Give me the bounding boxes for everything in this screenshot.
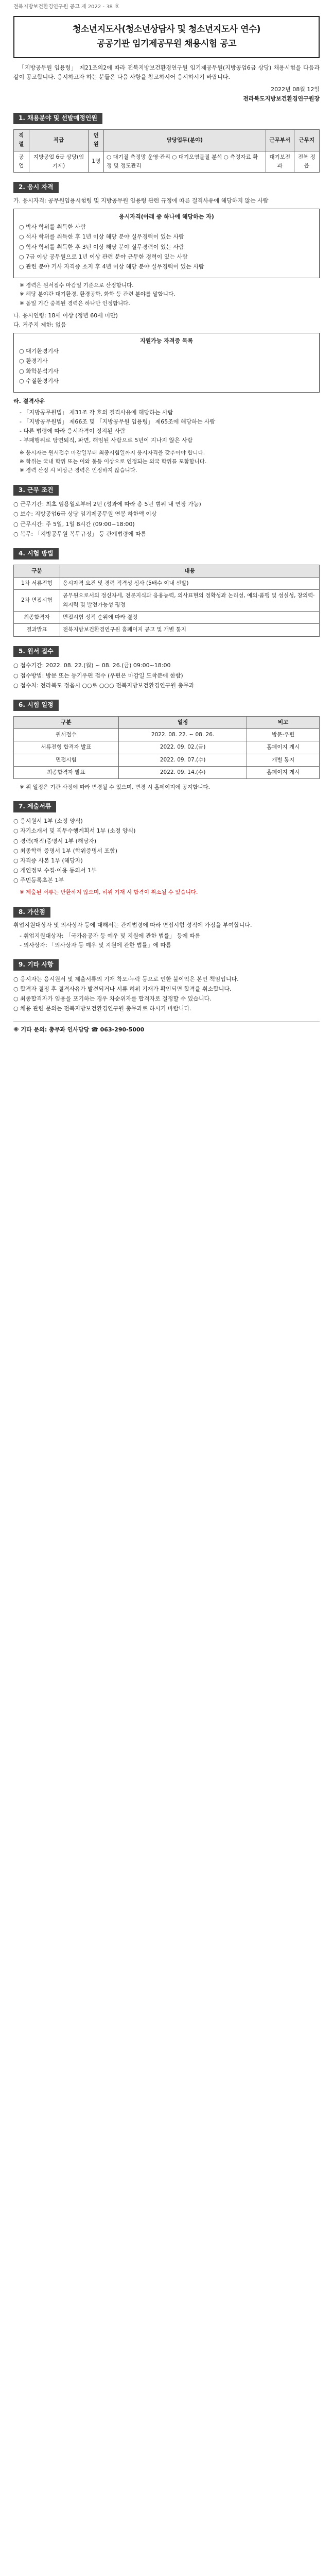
table-cell: 1명 [89, 151, 104, 173]
list-item: ○ 접수기간: 2022. 08. 22.(월) ~ 08. 26.(금) 09:00~18:00 [13, 661, 320, 670]
note-item: ※ 제출된 서류는 반환하지 않으며, 허위 기재 시 합격이 취소될 수 있습니다. [20, 888, 320, 897]
section-title: 3. 근무 조건 [13, 485, 59, 496]
section-documents [13, 801, 320, 897]
table-header: 비고 [247, 716, 320, 728]
table-cell: 결과발표 [14, 624, 60, 636]
table-header: 구분 [14, 716, 119, 728]
table-row [14, 728, 320, 741]
table-cell: 면접시험 성적 순위에 따라 결정 [60, 611, 320, 623]
table-cell: 홈페이지 게시 [247, 766, 320, 778]
section-title: 5. 원서 접수 [13, 646, 59, 657]
list-item: ○ 주민등록초본 1부 [13, 876, 320, 885]
note-item: ※ 학위는 국내 학위 또는 이와 동등 이상으로 인정되는 외국 학위를 포함합니다. [20, 457, 320, 466]
title-line-2: 공공기관 임기제공무원 채용시험 공고 [96, 38, 236, 49]
eligibility-general: 가. 응시자격: 공무원임용시험령 및 지방공무원 임용령 관련 규정에 따른 결격사유에 해당하지 않는 사람 [13, 197, 269, 204]
table-header: 근무지 [294, 129, 319, 151]
section-title: 2. 응시 자격 [13, 182, 59, 193]
list-item: - 부패행위로 당연퇴직, 파면, 해임된 사람으로 5년이 지나지 않은 사람 [20, 436, 320, 445]
list-item: ○ 응시자는 응시원서 및 제출서류의 기재 착오·누락 등으로 인한 불이익은 본인 책임입니다. [13, 975, 320, 984]
section-bonus-points [13, 907, 320, 950]
bonus-text: 취업지원대상자 및 의사상자 등에 대해서는 관계법령에 따라 면접시험 성적에 가점을 부여합니다. [13, 922, 252, 929]
list-item: ○ 응시원서 1부 (소정 양식) [13, 817, 320, 826]
section-title: 7. 제출서류 [13, 801, 56, 812]
table-cell: 지방공업 6급 상당(임기제) [29, 151, 89, 173]
age-requirement: 나. 응시연령: 18세 이상 (정년 60세 미만) [13, 312, 118, 319]
list-item: ○ 복무: 「지방공무원 복무규정」 등 관계법령에 따름 [13, 530, 320, 539]
table-cell: 2차 면접시험 [14, 590, 60, 612]
section-title: 8. 가산점 [13, 907, 50, 918]
table-cell: 응시자격 요건 및 경력 적격성 심사 (5배수 이내 선발) [60, 578, 320, 590]
list-item: - 「지방공무원법」 제66조 및 「지방공무원 임용령」 제65조에 해당하는 사람 [20, 417, 320, 427]
disqualification-heading: 라. 결격사유 [13, 397, 45, 404]
title-line-1: 청소년지도사(청소년상담사 및 청소년지도사 연수) [72, 24, 261, 35]
section-title: 9. 기타 사항 [13, 959, 59, 971]
box-title: 응시자격(아래 중 하나에 해당하는 자) [119, 213, 214, 221]
list-item: ○ 석사 학위를 취득한 후 1년 이상 해당 분야 실무경력이 있는 사람 [19, 232, 314, 242]
section-title: 6. 시험 일정 [13, 700, 59, 711]
section-title: 4. 시험 방법 [13, 548, 59, 560]
list-item: - 의사상자: 「의사상자 등 예우 및 지원에 관한 법률」에 따름 [20, 941, 320, 950]
list-item: ○ 최종학력 증명서 1부 (학위증명서 포함) [13, 846, 320, 856]
contact-info: ※ 기타 문의: 총무과 인사담당 ☎ 063-290-5000 [13, 1022, 320, 1035]
intro-paragraph: 「지방공무원 임용령」 제21조의2에 따라 전북지방보건환경연구원 임기제공무원(지방공업6급 상당) 채용시험을 다음과 같이 공고합니다. 응시하고자 하는 분들은 다음 사항을 참고하시어 응시하시기 바랍니다. [13, 64, 320, 80]
table-row [14, 741, 320, 754]
table-row [14, 611, 320, 623]
list-item: ○ 개인정보 수집·이용 동의서 1부 [13, 866, 320, 875]
table-row [14, 151, 320, 173]
table-row [14, 578, 320, 590]
list-item: ○ 관련 분야 기사 자격증 소지 후 4년 이상 해당 분야 실무경력이 있는 사람 [19, 262, 314, 272]
table-row [14, 766, 320, 778]
list-item: - 취업지원대상자: 「국가유공자 등 예우 및 지원에 관한 법률」 등에 따름 [20, 931, 320, 941]
list-item: ○ 화학분석기사 [19, 367, 314, 376]
table-cell: 최종합격자 발표 [14, 766, 119, 778]
box-title: 지원가능 자격증 목록 [139, 337, 194, 345]
section-exam-method [13, 548, 320, 637]
list-item: ○ 최종합격자가 임용을 포기하는 경우 차순위자를 합격자로 결정할 수 있습니다. [13, 994, 320, 1004]
section-schedule [13, 700, 320, 792]
table-cell: 2022. 09. 02.(금) [118, 741, 247, 754]
list-item: ○ 환경기사 [19, 357, 314, 366]
eligibility-box [13, 209, 320, 278]
list-item: ○ 7급 이상 공무원으로 1년 이상 관련 분야 근무한 경력이 있는 사람 [19, 252, 314, 262]
table-cell: 전북지방보건환경연구원 홈페이지 공고 및 개별 통지 [60, 624, 320, 636]
table-cell: 공업 [14, 151, 29, 173]
table-cell: 원서접수 [14, 728, 119, 741]
note-item: ※ 경력 산정 시 비상근 경력은 인정하지 않습니다. [20, 466, 320, 475]
table-header: 담당업무(분야) [104, 129, 266, 151]
table-row [14, 624, 320, 636]
list-item: ○ 근무기간: 최초 임용일로부터 2년 (성과에 따라 총 5년 범위 내 연장 가능) [13, 500, 320, 509]
list-item: ○ 자기소개서 및 직무수행계획서 1부 (소정 양식) [13, 826, 320, 836]
table-cell: 방문·우편 [247, 728, 320, 741]
section-application [13, 646, 320, 690]
list-item: ○ 자격증 사본 1부 (해당자) [13, 856, 320, 866]
exam-method-table [13, 565, 320, 637]
table-cell: 홈페이지 게시 [247, 741, 320, 754]
table-cell: 2022. 09. 14.(수) [118, 766, 247, 778]
list-item: ○ 합격자 결정 후 결격사유가 발견되거나 서류 허위 기재가 확인되면 합격을 취소합니다. [13, 985, 320, 994]
note-item: ※ 경력은 원서접수 마감일 기준으로 산정합니다. [20, 281, 320, 290]
section-other [13, 959, 320, 1035]
table-cell: 1차 서류전형 [14, 578, 60, 590]
notice-date: 2022년 08월 12일 [271, 86, 320, 93]
table-cell: 최종합격자 [14, 611, 60, 623]
table-cell: 개별 통지 [247, 754, 320, 766]
list-item: ○ 보수: 지방공업6급 상당 임기제공무원 연봉 하한액 이상 [13, 510, 320, 519]
note-item: ※ 응시자는 원서접수 마감일부터 최종시험일까지 응시자격을 갖추어야 합니다. [20, 449, 320, 457]
notice-org: 전라북도지방보건환경연구원장 [243, 95, 320, 103]
table-cell: 2022. 08. 22. ~ 08. 26. [118, 728, 247, 741]
table-cell: ○ 대기질 측정망 운영·관리 ○ 대기오염물질 분석 ○ 측정자료 확정 및 정도관리 [104, 151, 266, 173]
table-cell: 전북 정읍 [294, 151, 319, 173]
list-item: - 다른 법령에 따라 응시자격이 정지된 사람 [20, 427, 320, 436]
recruitment-table [13, 129, 320, 173]
table-header: 인원 [89, 129, 104, 151]
table-header: 구분 [14, 565, 60, 577]
table-header: 내용 [60, 565, 320, 577]
table-header: 근무부서 [266, 129, 294, 151]
title-box [13, 16, 320, 58]
table-header: 일정 [118, 716, 247, 728]
list-item: ○ 접수처: 전라북도 정읍시 ○○로 ○○○ 전북지방보건환경연구원 총무과 [13, 681, 320, 690]
note-item: ※ 위 일정은 기관 사정에 따라 변경될 수 있으며, 변경 시 홈페이지에 공지합니다. [20, 783, 320, 792]
list-item: ○ 학사 학위를 취득한 후 3년 이상 해당 분야 실무경력이 있는 사람 [19, 243, 314, 252]
list-item: ○ 근무시간: 주 5일, 1일 8시간 (09:00~18:00) [13, 520, 320, 529]
note-item: ※ 해당 분야란 대기환경, 환경공학, 화학 등 관련 분야를 말합니다. [20, 290, 320, 299]
certificate-box [13, 333, 320, 393]
table-row [14, 754, 320, 766]
list-item: ○ 박사 학위를 취득한 사람 [19, 223, 314, 232]
list-item: ○ 접수방법: 방문 또는 등기우편 접수 (우편은 마감일 도착분에 한함) [13, 671, 320, 681]
table-row [14, 590, 320, 612]
residence-requirement: 다. 거주지 제한: 없음 [13, 321, 66, 329]
list-item: ○ 대기환경기사 [19, 347, 314, 356]
table-cell: 공무원으로서의 정신자세, 전문지식과 응용능력, 의사표현의 정확성과 논리성, 예의·품행 및 성실성, 창의력·의지력 및 발전가능성 평정 [60, 590, 320, 612]
table-cell: 대기보전과 [266, 151, 294, 173]
list-item: - 「지방공무원법」 제31조 각 호의 결격사유에 해당하는 사람 [20, 408, 320, 417]
table-header: 직급 [29, 129, 89, 151]
table-cell: 서류전형 합격자 발표 [14, 741, 119, 754]
note-item: ※ 동일 기간 중복된 경력은 하나만 인정합니다. [20, 299, 320, 308]
table-cell: 2022. 09. 07.(수) [118, 754, 247, 766]
list-item: ○ 채용 관련 문의는 전북지방보건환경연구원 총무과로 하시기 바랍니다. [13, 1004, 320, 1013]
table-cell: 면접시험 [14, 754, 119, 766]
notice-number: 전북지방보건환경연구원 공고 제 2022 - 38 호 [13, 4, 119, 10]
list-item: ○ 수질환경기사 [19, 377, 314, 386]
schedule-table [13, 716, 320, 779]
list-item: ○ 경력(재직)증명서 1부 (해당자) [13, 837, 320, 846]
section-eligibility [13, 182, 320, 475]
section-recruitment [13, 113, 320, 173]
section-title: 1. 채용분야 및 선발예정인원 [13, 113, 102, 124]
table-header: 직렬 [14, 129, 29, 151]
section-work-conditions [13, 485, 320, 539]
